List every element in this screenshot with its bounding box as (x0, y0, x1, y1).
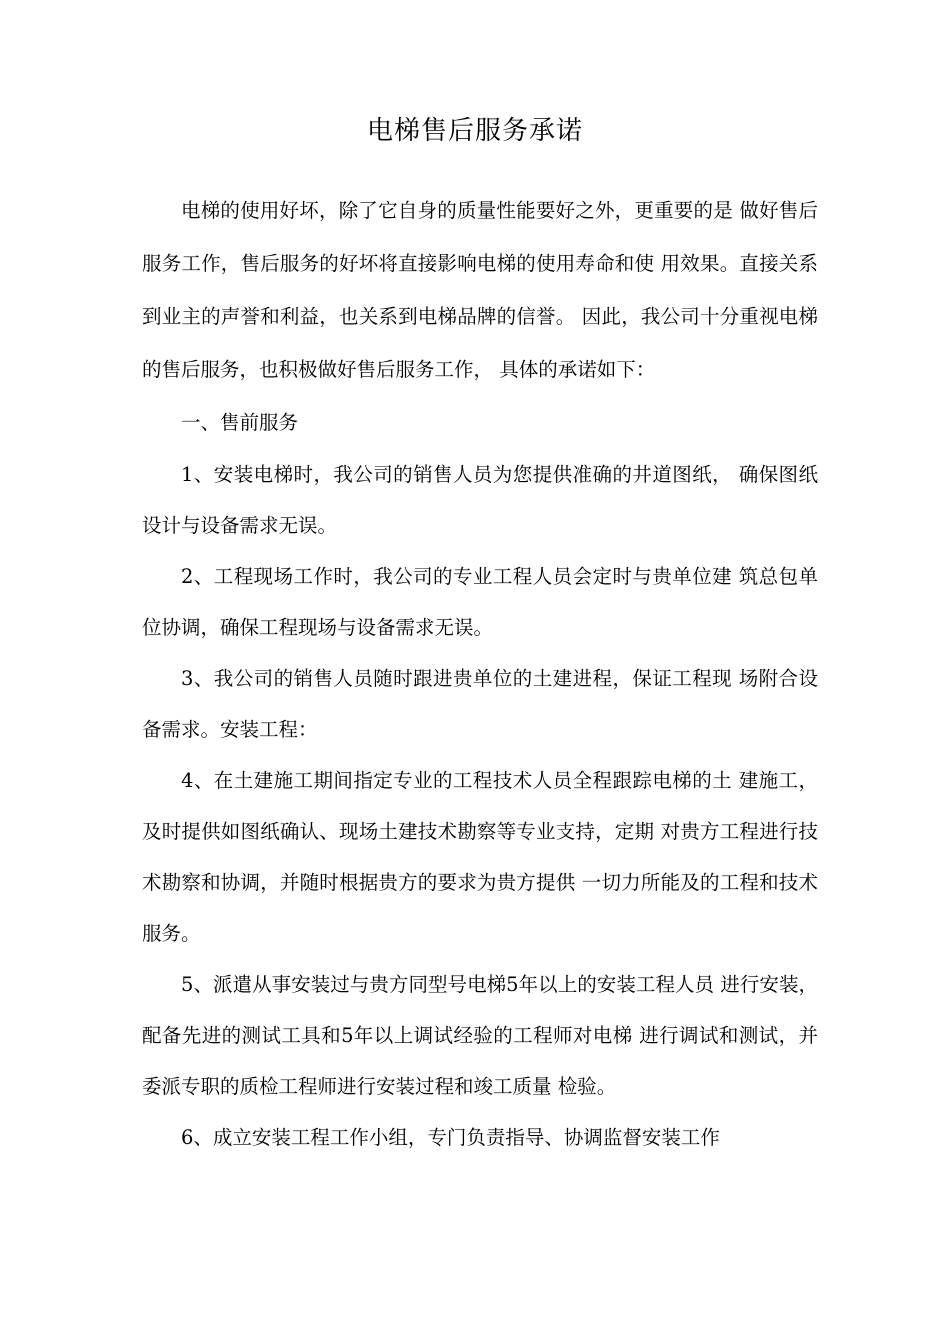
commitment-item-4: 4、在土建施工期间指定专业的工程技术人员全程跟踪电梯的土 建施工，及时提供如图纸确认、现场土建技术勘察等专业支持，定期 对贵方工程进行技术勘察和协调，并随时根据贵方的要求为贵方提供 一切力所能及的工程和技术服务。 (142, 769, 818, 945)
commitment-item-6: 6、成立安装工程工作小组，专门负责指导、协调监督安装工作 (181, 1126, 720, 1149)
commitment-item-5: 5、派遣从事安装过与贵方同型号电梯5年以上的安装工程人员 进行安装，配备先进的测试工具和5年以上调试经验的工程师对电梯 进行调试和测试，并委派专职的质检工程师进行安装过程和竣工质量 检验。 (142, 973, 818, 1098)
commitment-item-2: 2、工程现场工作时，我公司的专业工程人员会定时与贵单位建 筑总包单位协调，确保工程现场与设备需求无误。 (142, 565, 818, 639)
intro-paragraph: 电梯的使用好坏，除了它自身的质量性能要好之外，更重要的是 做好售后服务工作，售后服务的好坏将直接影响电梯的使用寿命和使 用效果。直接关系到业主的声誉和利益，也关系到电梯品牌的信誉。 因此，我公司十分重视电梯的售后服务，也积极做好售后服务工作， 具体的承诺如下： (142, 199, 818, 381)
commitment-item-3: 3、我公司的销售人员随时跟进贵单位的土建进程，保证工程现 场附合设备需求。安装工程： (142, 667, 818, 741)
document-body (142, 184, 818, 1163)
commitment-item-1: 1、安装电梯时，我公司的销售人员为您提供准确的井道图纸， 确保图纸设计与设备需求无误。 (142, 463, 818, 537)
section-heading-presale: 一、售前服务 (181, 411, 299, 434)
document-title: 电梯售后服务承诺 (366, 116, 583, 146)
